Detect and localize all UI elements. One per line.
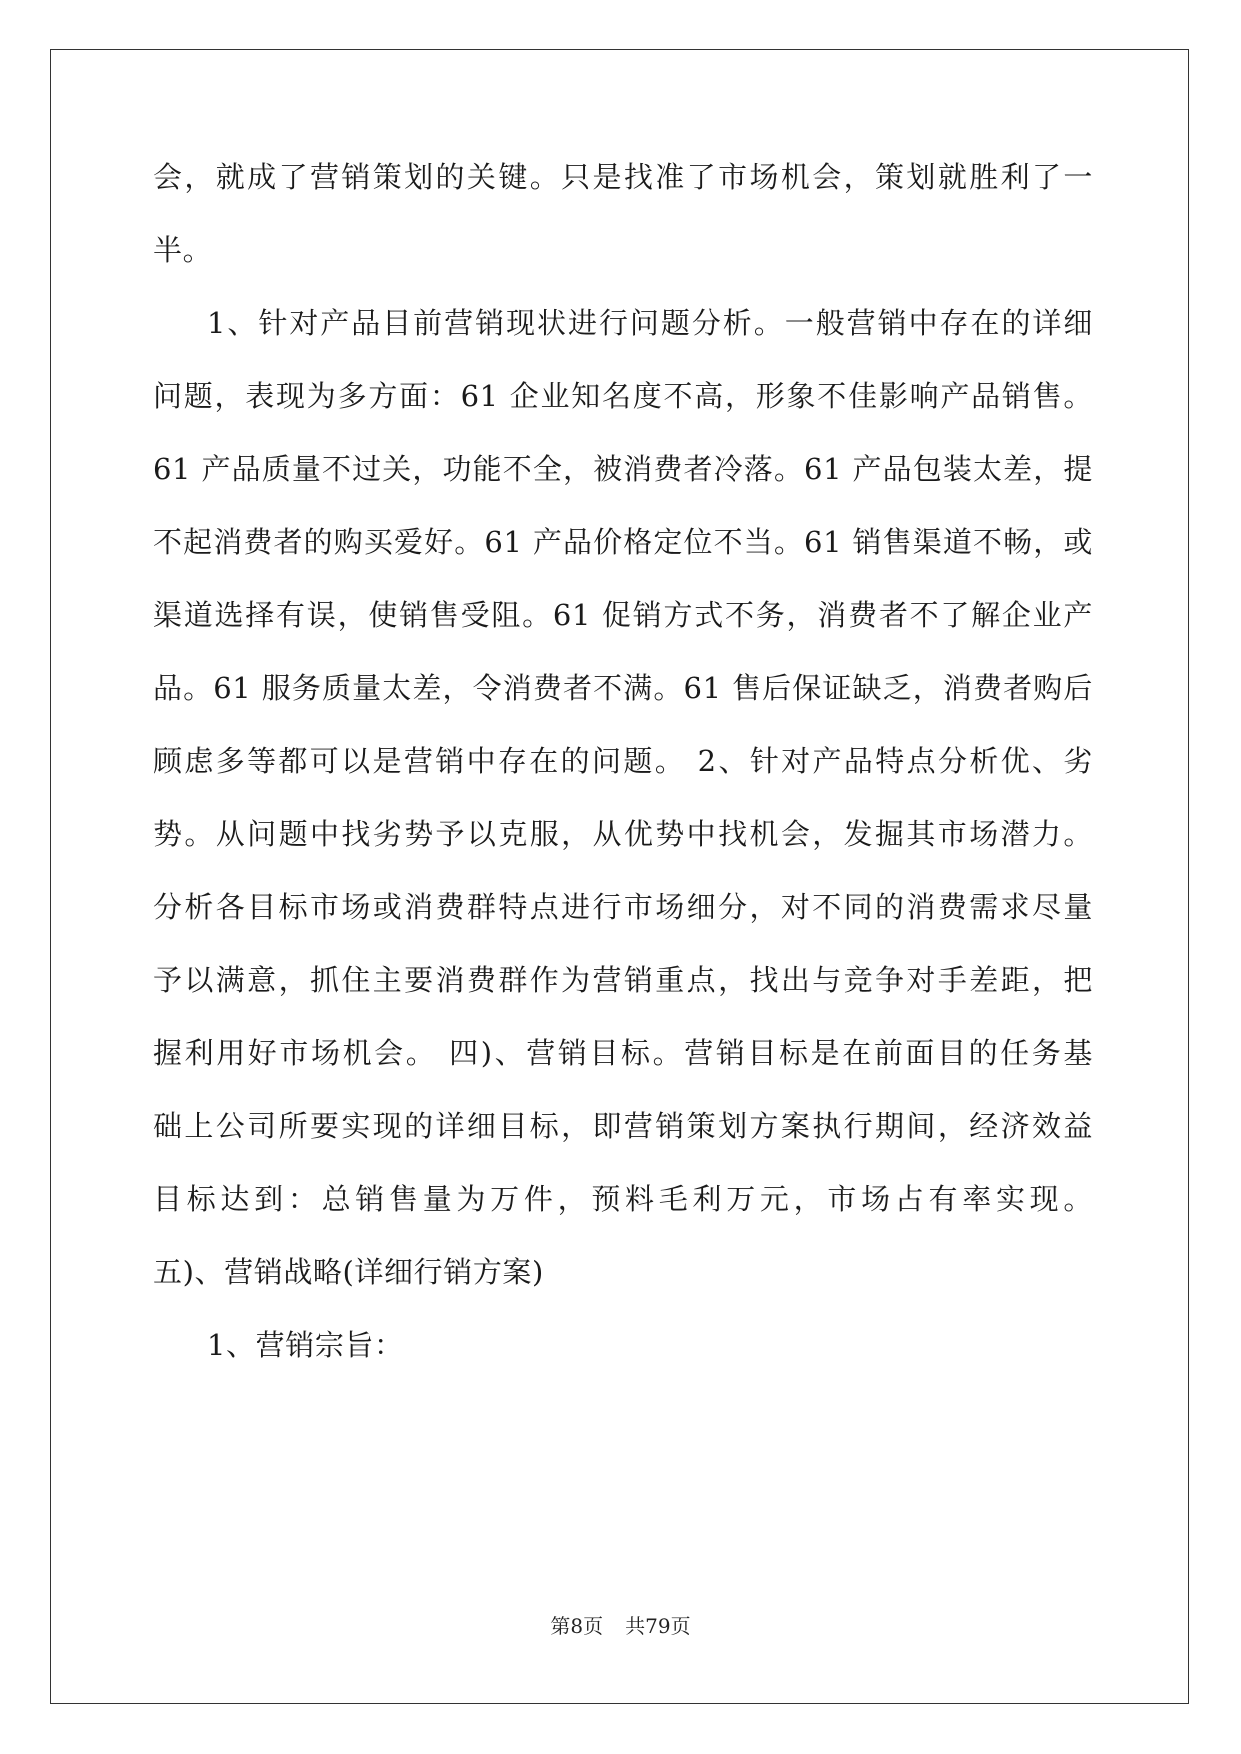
- text-line: 顾虑多等都可以是营销中存在的问题。 2、针对产品特点分析优、劣: [153, 744, 1093, 778]
- text-line: 品。61 服务质量太差，令消费者不满。61 售后保证缺乏，消费者购后: [153, 671, 1093, 705]
- text-line: 势。从问题中找劣势予以克服，从优势中找机会，发掘其市场潜力。: [153, 817, 1093, 851]
- total-page-count: 共79页: [625, 1614, 691, 1638]
- text-line: 61 产品质量不过关，功能不全，被消费者冷落。61 产品包装太差，提: [153, 452, 1093, 486]
- text-line: 问题，表现为多方面：61 企业知名度不高，形象不佳影响产品销售。: [153, 379, 1093, 413]
- text-line: 不起消费者的购买爱好。61 产品价格定位不当。61 销售渠道不畅，或: [153, 525, 1093, 559]
- section-heading: 五)、营销战略(详细行销方案): [153, 1255, 544, 1289]
- subsection-heading: 1、营销宗旨：: [207, 1328, 404, 1362]
- text-line: 目标达到：总销售量为万件，预料毛利万元，市场占有率实现。: [153, 1182, 1093, 1216]
- text-line: 会，就成了营销策划的关键。只是找准了市场机会，策划就胜利了一: [153, 160, 1093, 194]
- text-line: 础上公司所要实现的详细目标，即营销策划方案执行期间，经济效益: [153, 1109, 1093, 1143]
- text-line: 渠道选择有误，使销售受阻。61 促销方式不务，消费者不了解企业产: [153, 598, 1093, 632]
- text-line: 分析各目标市场或消费群特点进行市场细分，对不同的消费需求尽量: [153, 890, 1093, 924]
- text-line: 半。: [153, 233, 213, 267]
- text-line: 1、针对产品目前营销现状进行问题分析。一般营销中存在的详细: [207, 306, 1093, 340]
- text-line: 握利用好市场机会。 四)、营销目标。营销目标是在前面目的任务基: [153, 1036, 1093, 1070]
- text-line: 予以满意，抓住主要消费群作为营销重点，找出与竞争对手差距，把: [153, 963, 1093, 997]
- current-page-number: 第8页: [550, 1614, 604, 1638]
- page-footer: [0, 1610, 1241, 1639]
